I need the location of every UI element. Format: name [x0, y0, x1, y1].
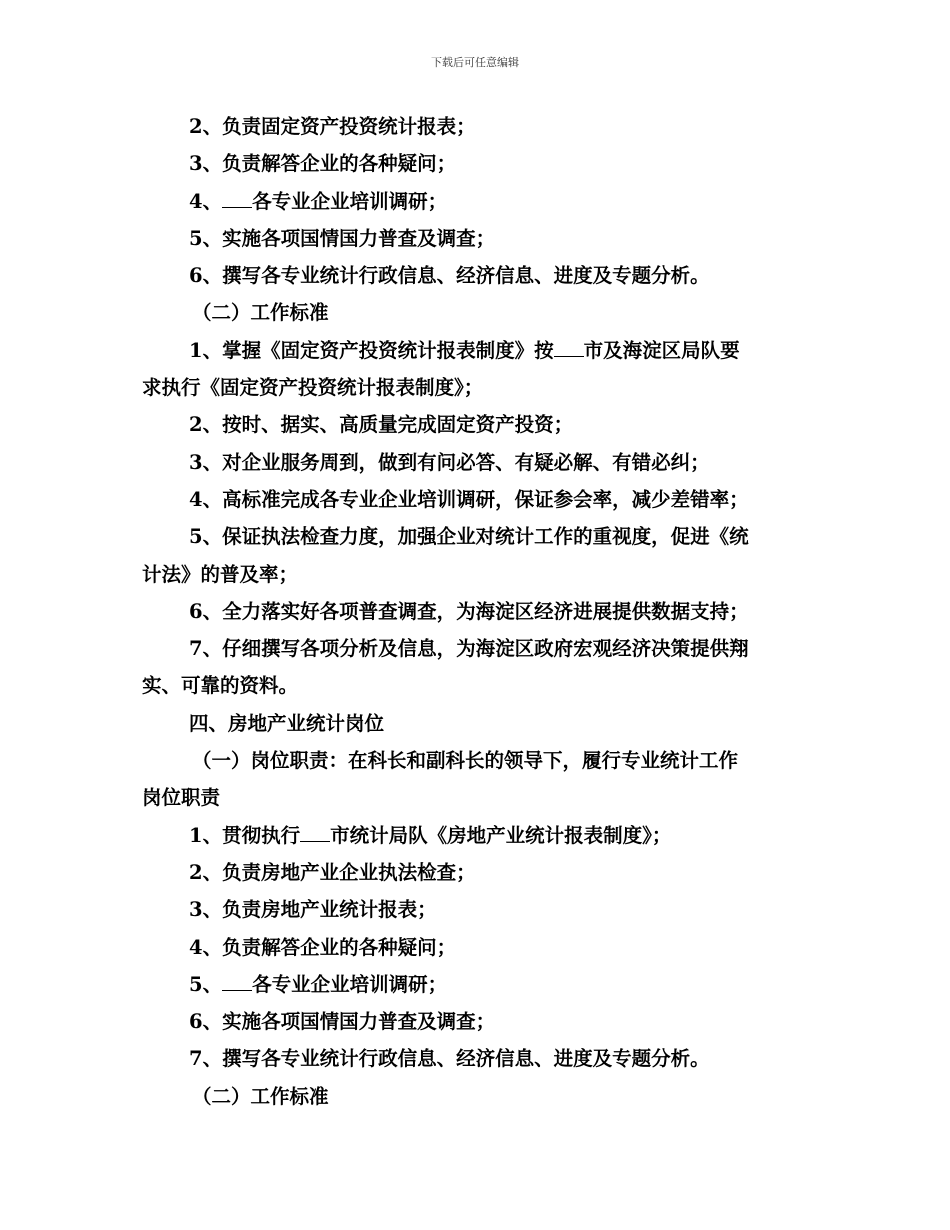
- paragraph-line: [142, 817, 812, 854]
- section-heading: （二）工作标准: [192, 301, 329, 325]
- paragraph-line: 4、高标准完成各专业企业培训调研，保证参会率，减少差错率；: [189, 487, 749, 511]
- line-suffix: 市及海淀区局队要: [583, 338, 740, 362]
- paragraph-line: [142, 332, 812, 369]
- paragraph-line: 7、撰写各专业统计行政信息、经济信息、进度及专题分析。: [189, 1047, 710, 1071]
- page-header-note: 下载后可任意编辑: [431, 56, 519, 69]
- paragraph-line: 6、全力落实好各项普查调查，为海淀区经济进展提供数据支持；: [189, 599, 749, 623]
- line-prefix: 5、: [189, 972, 223, 996]
- document-body: [142, 108, 812, 1115]
- paragraph-line: 3、对企业服务周到，做到有问必答、有疑必解、有错必纠；: [189, 450, 710, 474]
- paragraph-line: （一）岗位职责：在科长和副科长的领导下，履行专业统计工作: [192, 749, 739, 773]
- paragraph-continuation: 岗位职责: [142, 786, 221, 810]
- fill-in-blank: [222, 190, 252, 208]
- paragraph-line: [142, 966, 812, 1003]
- line-suffix: 各专业企业培训调研；: [252, 189, 448, 213]
- line-prefix: 1、掌握《固定资产投资统计报表制度》按: [189, 338, 554, 362]
- section-heading: （二）工作标准: [192, 1084, 329, 1108]
- section-heading: 四、房地产业统计岗位: [189, 711, 385, 735]
- paragraph-line: 6、实施各项国情国力普查及调查；: [189, 1010, 496, 1034]
- paragraph-line: 3、负责解答企业的各种疑问；: [189, 152, 457, 176]
- paragraph-continuation: 求执行《固定资产投资统计报表制度》；: [142, 376, 484, 400]
- fill-in-blank: [300, 824, 330, 842]
- paragraph-line: 2、按时、据实、高质量完成固定资产投资；: [189, 413, 574, 437]
- line-suffix: 各专业企业培训调研；: [252, 972, 448, 996]
- line-prefix: 4、: [189, 189, 223, 213]
- paragraph-continuation: 计法》的普及率；: [142, 562, 299, 586]
- line-suffix: 市统计局队《房地产业统计报表制度》；: [330, 823, 672, 847]
- paragraph-line: 5、保证执法检查力度，加强企业对统计工作的重视度，促进《统: [189, 525, 749, 549]
- line-prefix: 1、贯彻执行: [189, 823, 301, 847]
- paragraph-line: 7、仔细撰写各项分析及信息，为海淀区政府宏观经济决策提供翔: [189, 637, 749, 661]
- paragraph-line: 2、负责房地产业企业执法检查；: [189, 860, 476, 884]
- paragraph-line: 6、撰写各专业统计行政信息、经济信息、进度及专题分析。: [189, 264, 710, 288]
- fill-in-blank: [554, 339, 584, 357]
- paragraph-line: 4、负责解答企业的各种疑问；: [189, 935, 457, 959]
- paragraph-line: [142, 183, 812, 220]
- paragraph-line: 3、负责房地产业统计报表；: [189, 898, 437, 922]
- fill-in-blank: [222, 973, 252, 991]
- paragraph-line: 2、负责固定资产投资统计报表；: [189, 115, 476, 138]
- paragraph-continuation: 实、可靠的资料。: [142, 674, 299, 698]
- paragraph-line: 5、实施各项国情国力普查及调查；: [189, 226, 496, 250]
